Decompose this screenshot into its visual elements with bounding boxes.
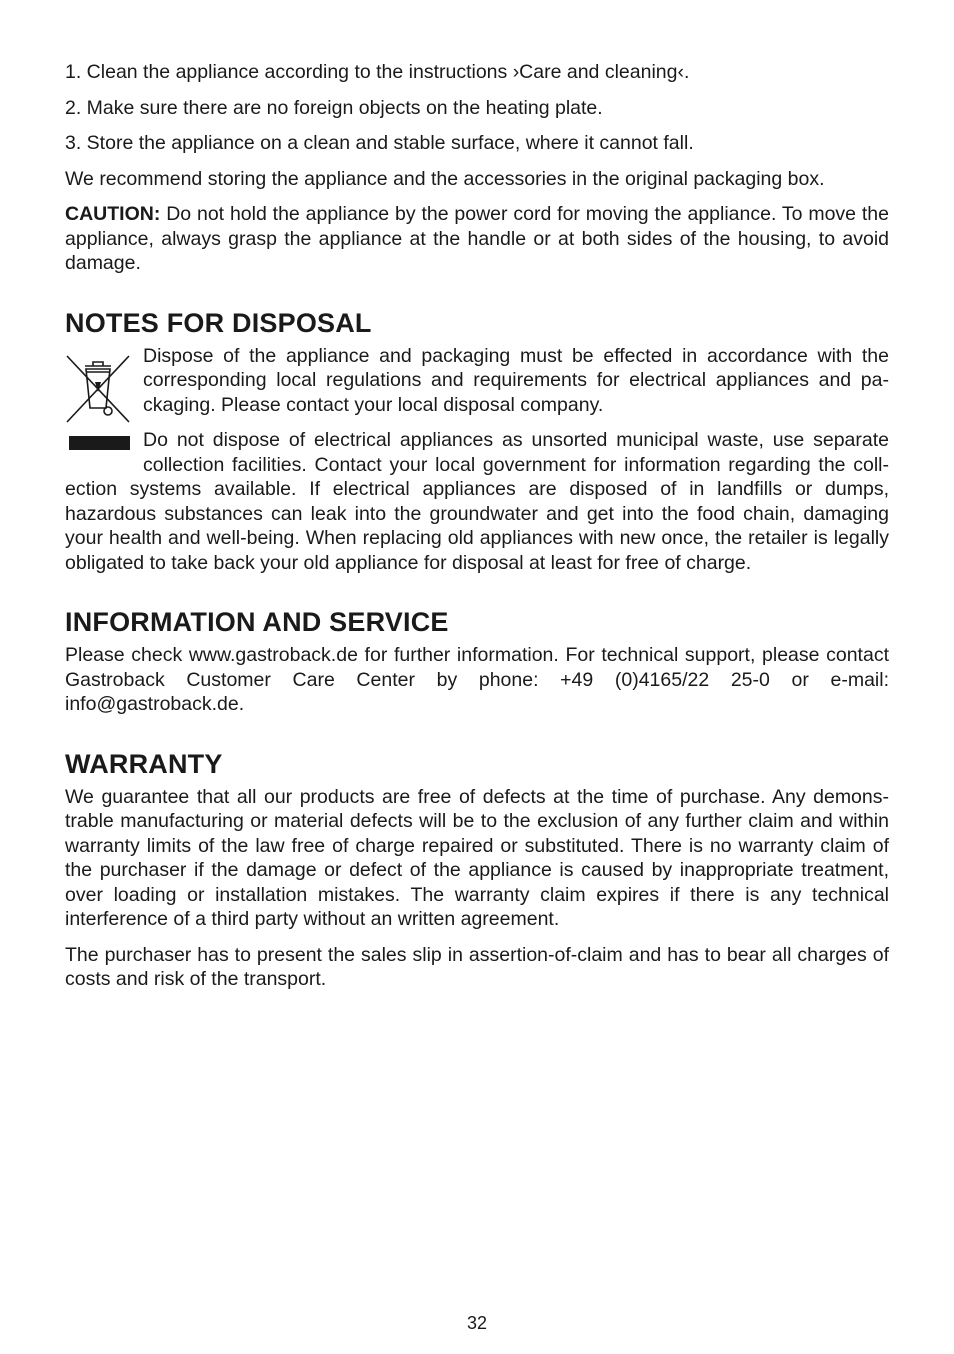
caution-label: CAUTION: — [65, 203, 161, 225]
disposal-paragraph-1: Dispose of the appliance and packaging must be effected in accordance with the corresponding local regulations and requirements for electrical appliances and packaging. Please contact your local disposal company. — [143, 344, 889, 416]
service-paragraph: Please check www.gastroback.de for further information. For technical support, please contact Gastroback Customer Care Center by phone: +49 (0)4165/22 25-0 or e-mail: info@gastroback.de. — [65, 644, 889, 715]
warranty-paragraph-2: The purchaser has to present the sales slip in assertion-of-claim and has to bear all charges of costs and risk of the transport. — [65, 943, 889, 990]
warranty-heading: WARRANTY — [65, 748, 223, 779]
disposal-section — [65, 344, 889, 576]
step-1: 1. Clean the appliance according to the instructions ›Care and cleaning‹. — [65, 61, 690, 83]
disposal-paragraph-2: Do not dispose of electrical appliances as unsorted municipal waste, use separate collection facilities. Contact your local government for information regarding the collection systems available. If electrical appliances are disposed of in landfills or dumps, hazardous substances can leak into the groundwater and get into the food chain, damaging your health and well-being. When replacing old appliances with new once, the retailer is legally obligated to take back your old appliance for disposal at least for free of charge. — [65, 429, 889, 574]
storage-recommendation: We recommend storing the appliance and the accessories in the original packaging box. — [65, 167, 825, 190]
service-heading: INFORMATION AND SERVICE — [65, 607, 449, 637]
crossed-out-wheeled-bin-icon — [65, 352, 131, 452]
step-2: 2. Make sure there are no foreign objects on the heating plate. — [65, 96, 603, 119]
caution-text: Do not hold the appliance by the power cord for moving the appliance. To move the appliance, always grasp the appliance at the handle or at both sides of the housing, to avoid damage. — [65, 203, 889, 274]
disposal-heading: NOTES FOR DISPOSAL — [65, 307, 372, 338]
caution-paragraph — [65, 202, 889, 276]
step-3: 3. Store the appliance on a clean and stable surface, where it cannot fall. — [65, 132, 694, 154]
page-number: 32 — [466, 1313, 488, 1333]
document-page — [65, 60, 889, 1003]
warranty-paragraph-1: We guarantee that all our products are free of defects at the time of purchase. Any demonstrable manufacturing or material defects will be to the exclusion of any further claim and within warranty limits of the law free of charge repaired or substituted. There is no warranty claim of the purchaser if the damage or defect of the appliance is caused by inappropriate treatment, over loading or installation mistakes. The warranty claim expires if there is any technical interference of a third party without an written agreement. — [65, 785, 889, 930]
